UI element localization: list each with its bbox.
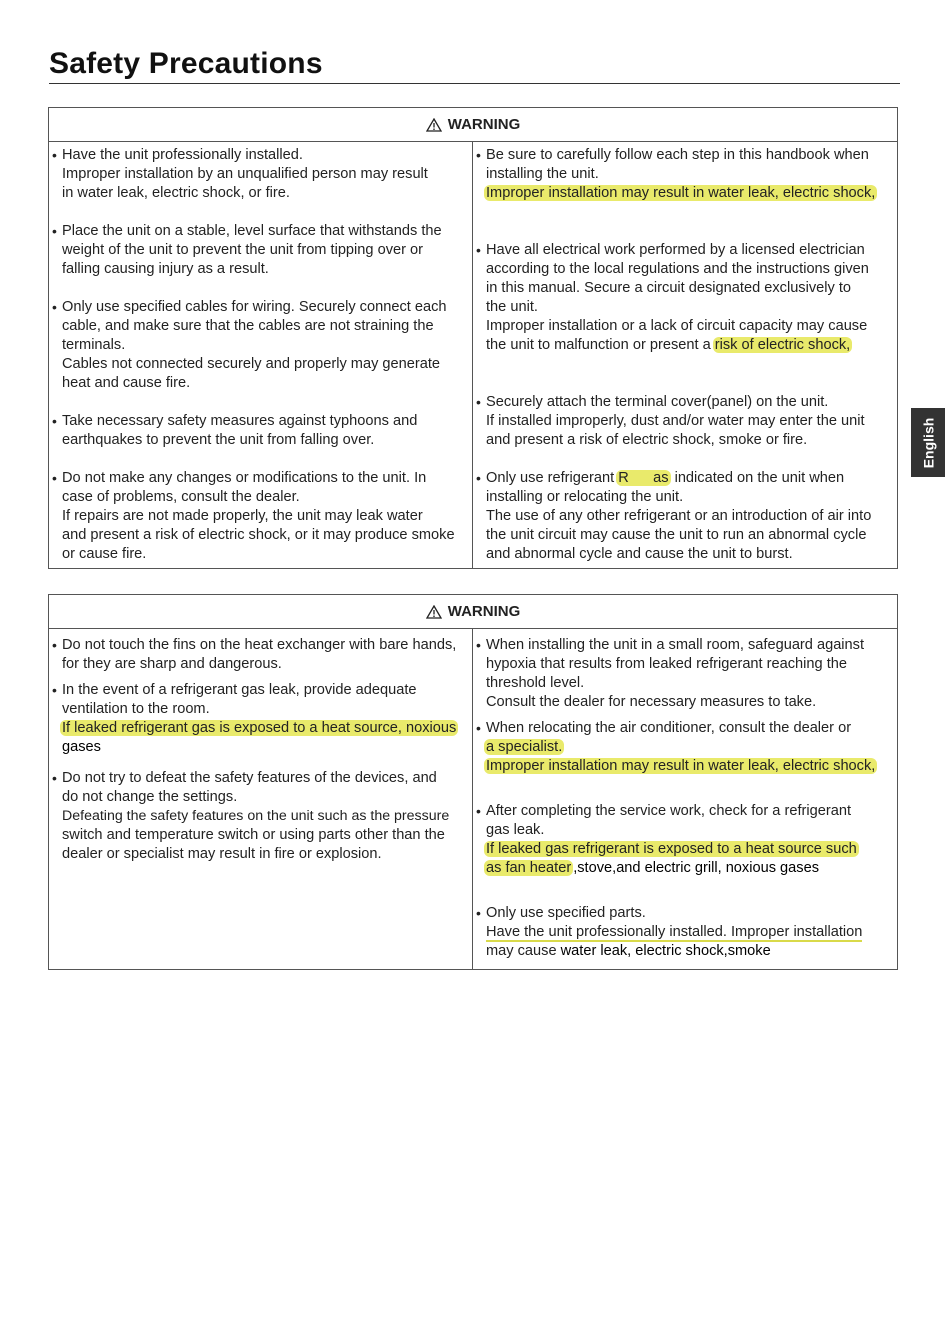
underline-mark: Have the unit professionally installed. Improper installation: [486, 924, 863, 940]
highlight: as fan heater: [486, 860, 572, 876]
warning-item: • Securely attach the terminal cover(panel) on the unit. If installed improperly, dust and/or water may enter the unit and present a risk of electric shock, smoke or fire.: [476, 394, 865, 448]
highlight: If leaked refrigerant gas is exposed to a heat source, noxious: [62, 720, 457, 736]
highlight: risk of electric shock,: [714, 337, 851, 353]
title-divider: [49, 83, 900, 84]
warning-item: • In the event of a refrigerant gas leak, provide adequate ventilation to the room. If leaked refrigerant gas is exposed to a heat source, noxious gases: [52, 682, 457, 755]
warning-header: [49, 108, 897, 142]
warning-triangle-icon: [426, 118, 442, 132]
warning-item: • Do not touch the fins on the heat exchanger with bare hands, for they are sharp and dangerous.: [52, 637, 457, 672]
highlight: If leaked gas refrigerant is exposed to a heat source such: [486, 841, 857, 857]
highlight: Improper installation may result in water leak, electric shock,: [486, 185, 876, 201]
warning-header: [49, 595, 897, 629]
warning-item: • Have the unit professionally installed. Improper installation by an unqualified person may result in water leak, electric shock, or fire.: [52, 147, 428, 201]
warning-item: • After completing the service work, check for a refrigerant gas leak. If leaked gas refrigerant is exposed to a heat source such as fan heater ,stove,and electric grill, noxious gases: [476, 803, 857, 876]
page-title: Safety Precautions: [49, 47, 323, 80]
warning-item: • Take necessary safety measures against typhoons and earthquakes to prevent the unit from falling over.: [52, 413, 418, 448]
warning-item: • Do not make any changes or modifications to the unit. In case of problems, consult the dealer. If repairs are not made properly, the unit may leak water and present a risk of electric shock, or it may produce smoke or cause fire.: [52, 470, 455, 562]
warning-item: • Be sure to carefully follow each step in this handbook when installing the unit. Improper installation may result in water leak, electric shock,: [476, 147, 876, 201]
warning-column-right: [473, 629, 897, 969]
warning-heading: WARNING: [447, 116, 521, 133]
warning-item: • Have all electrical work performed by a licensed electrician according to the local regulations and the instructions given in this manual. Secure a circuit designated exclusively to the unit. Improper installation or a lack of circuit capacity may cause the unit to malfunction or present a risk of electric shock,: [476, 242, 869, 353]
highlight: Improper installation may result in water leak, electric shock,: [486, 758, 876, 774]
warning-column-right: [473, 142, 897, 568]
warning-item: • Place the unit on a stable, level surface that withstands the weight of the unit to prevent the unit from tipping over or falling causing injury as a result.: [52, 223, 442, 277]
warning-item: • Only use specified cables for wiring. Securely connect each cable, and make sure that the cables are not straining the terminals. Cables not connected securely and properly may generate heat and cause fire.: [52, 299, 447, 391]
warning-column-left: [49, 629, 473, 969]
refrigerant-highlight: R as: [618, 470, 669, 486]
language-tab-label: English: [920, 417, 936, 468]
language-tab[interactable]: [911, 408, 945, 477]
highlight: a specialist.: [486, 739, 563, 755]
warning-box-2: [48, 594, 898, 970]
warning-item: • Do not try to defeat the safety features of the devices, and do not change the settings. Defeating the safety features on the unit such as the pressure switch and temperature switch or using parts other than the dealer or specialist may result in fire or explosion.: [52, 770, 450, 862]
warning-item: • When installing the unit in a small room, safeguard against hypoxia that results from leaked refrigerant reaching the threshold level. Consult the dealer for necessary measures to take.: [476, 637, 865, 710]
warning-item: • Only use specified parts. Have the unit professionally installed. Improper installation may cause water leak, electric shock,smoke: [476, 905, 863, 959]
warning-heading: WARNING: [447, 603, 521, 620]
warning-triangle-icon: [426, 605, 442, 619]
warning-item: • When relocating the air conditioner, consult the dealer or a specialist. Improper installation may result in water leak, electric shock,: [476, 720, 876, 774]
warning-column-left: [49, 142, 473, 568]
warning-item: • Only use refrigerant R as indicated on the unit when installing or relocating the unit. The use of any other refrigerant or an introduction of air into the unit circuit may cause the unit to run an abnormal cycle and abnormal cycle and cause the unit to burst.: [476, 470, 872, 562]
warning-box-1: [48, 107, 898, 569]
